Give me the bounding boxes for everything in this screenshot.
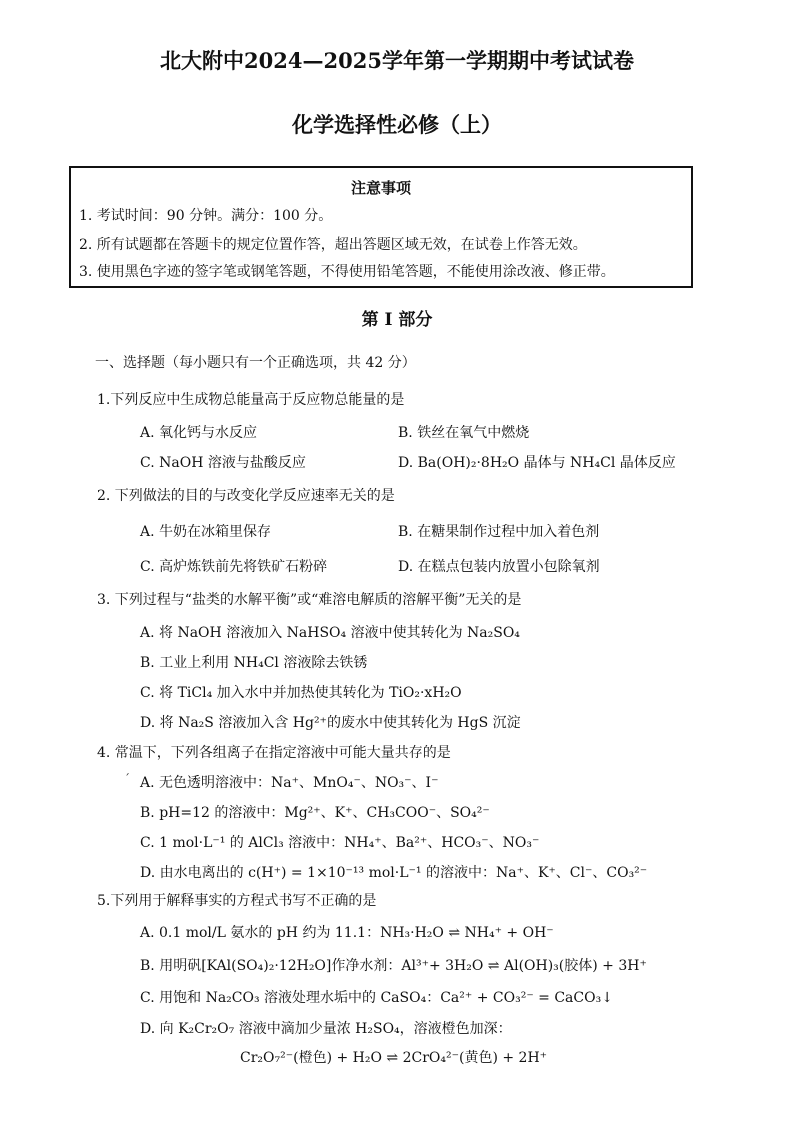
- option: D. 由水电离出的 c(H⁺) = 1×10⁻¹³ mol·L⁻¹ 的溶液中：Na⁺、K⁺、Cl⁻、CO₃²⁻: [140, 865, 648, 881]
- option: D. 在糕点包装内放置小包除氧剂: [398, 559, 600, 575]
- question-stem: 1.下列反应中生成物总能量高于反应物总能量的是: [97, 392, 405, 408]
- option: D. 向 K₂Cr₂O₇ 溶液中滴加少量浓 H₂SO₄，溶液橙色加深：: [140, 1021, 512, 1037]
- notice-item: 3. 使用黑色字迹的签字笔或钢笔答题，不得使用铅笔答题，不能使用涂改液、修正带。: [79, 264, 615, 280]
- option: A. 将 NaOH 溶液加入 NaHSO₄ 溶液中使其转化为 Na₂SO₄: [140, 625, 520, 641]
- option: A. 无色透明溶液中：Na⁺、MnO₄⁻、NO₃⁻、I⁻: [140, 775, 439, 791]
- option: C. 用饱和 Na₂CO₃ 溶液处理水垢中的 CaSO₄：Ca²⁺ + CO₃²⁻ = CaCO₃↓: [140, 990, 613, 1006]
- question-stem: 3. 下列过程与“盐类的水解平衡”或“难溶电解质的溶解平衡”无关的是: [97, 592, 522, 608]
- option: B. 铁丝在氧气中燃烧: [398, 425, 530, 441]
- part-heading: 第 I 部分: [361, 310, 433, 330]
- option: C. 1 mol·L⁻¹ 的 AlCl₃ 溶液中：NH₄⁺、Ba²⁺、HCO₃⁻、NO₃⁻: [140, 835, 540, 851]
- option: C. 将 TiCl₄ 加入水中并加热使其转化为 TiO₂·xH₂O: [140, 685, 462, 701]
- exam-title: 北大附中2024—2025学年第一学期期中考试试卷: [160, 48, 634, 73]
- option: B. pH=12 的溶液中：Mg²⁺、K⁺、CH₃COO⁻、SO₄²⁻: [140, 805, 490, 821]
- option: A. 氧化钙与水反应: [140, 425, 258, 441]
- notice-title: 注意事项: [350, 179, 411, 197]
- notice-item: 1. 考试时间：90 分钟。满分：100 分。: [79, 208, 333, 224]
- option: C. NaOH 溶液与盐酸反应: [140, 455, 306, 471]
- question-stem: 4. 常温下，下列各组离子在指定溶液中可能大量共存的是: [97, 745, 451, 761]
- equation: Cr₂O₇²⁻(橙色) + H₂O ⇌ 2CrO₄²⁻(黄色) + 2H⁺: [240, 1050, 548, 1066]
- option: A. 0.1 mol/L 氨水的 pH 约为 11.1：NH₃·H₂O ⇌ NH₄⁺ + OH⁻: [140, 925, 554, 941]
- option: B. 在糖果制作过程中加入着色剂: [398, 524, 600, 540]
- notice-box: [69, 166, 693, 288]
- option: D. 将 Na₂S 溶液加入含 Hg²⁺的废水中使其转化为 HgS 沉淀: [140, 715, 521, 731]
- option: A. 牛奶在冰箱里保存: [140, 524, 272, 540]
- option: B. 工业上利用 NH₄Cl 溶液除去铁锈: [140, 655, 368, 671]
- option: B. 用明矾[KAl(SO₄)₂·12H₂O]作净水剂：Al³⁺+ 3H₂O ⇌ Al(OH)₃(胶体) + 3H⁺: [140, 958, 647, 974]
- option: C. 高炉炼铁前先将铁矿石粉碎: [140, 559, 328, 575]
- exam-subtitle: 化学选择性必修（上）: [292, 112, 502, 137]
- option: D. Ba(OH)₂·8H₂O 晶体与 NH₄Cl 晶体反应: [398, 455, 676, 471]
- stray-mark: ˊ: [124, 772, 130, 786]
- section-heading: 一、选择题（每小题只有一个正确选项，共 42 分）: [95, 355, 416, 371]
- notice-item: 2. 所有试题都在答题卡的规定位置作答，超出答题区域无效，在试卷上作答无效。: [79, 237, 587, 253]
- question-stem: 5.下列用于解释事实的方程式书写不正确的是: [97, 893, 377, 909]
- question-stem: 2. 下列做法的目的与改变化学反应速率无关的是: [97, 488, 395, 504]
